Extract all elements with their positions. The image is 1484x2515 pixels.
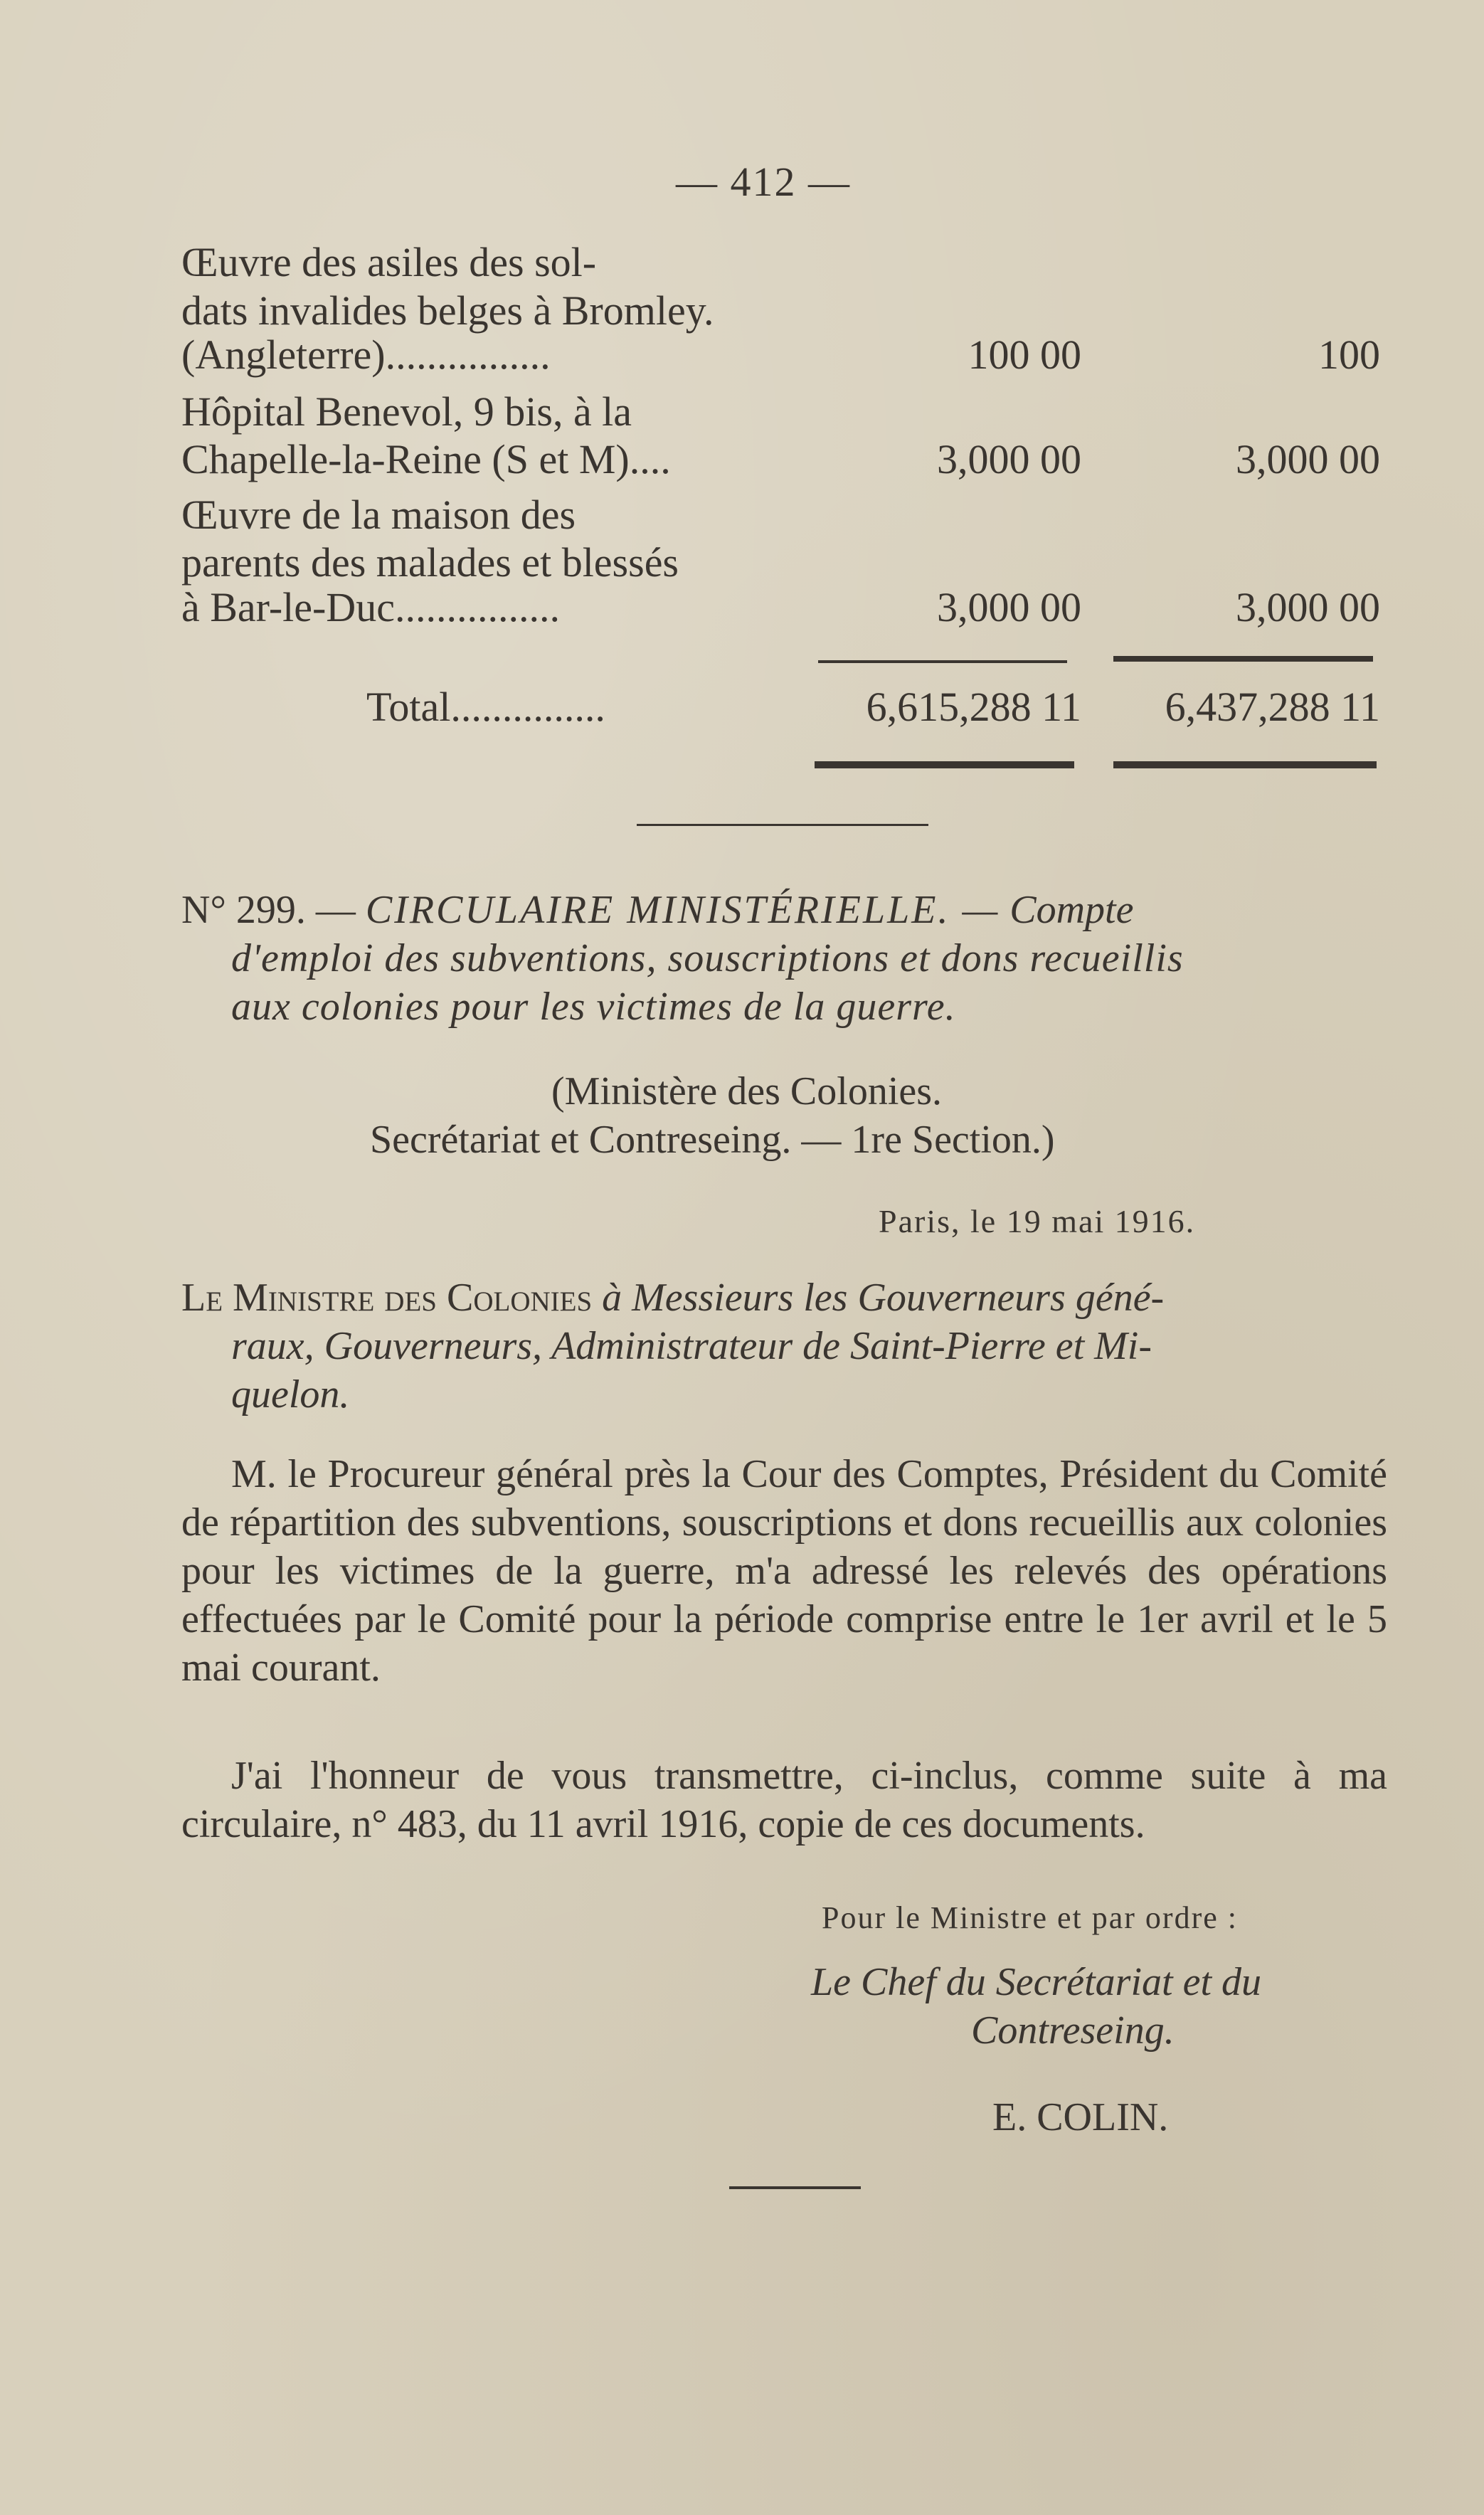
total-label: Total............... bbox=[366, 684, 605, 730]
signature-name: E. COLIN. bbox=[992, 2095, 1169, 2139]
paragraph-1: M. le Procureur général près la Cour des Comptes, Président du Comité de répartition des subventions, souscriptions et dons recueillis aux colonies pour les victimes de la guerre, m'a adressé les relevés des opérations effectuées par le Comité pour la période comprise entre le 1er avril et le 5 mai courant. bbox=[181, 1452, 1387, 1690]
circular-subject-line-3: aux colonies pour les victimes de la guerre. bbox=[231, 985, 956, 1029]
ministry-line-1: (Ministère des Colonies. bbox=[551, 1069, 943, 1113]
row-1-line-2: dats invalides belges à Bromley. bbox=[181, 287, 714, 334]
row-3-col2: 3,000 00 bbox=[1236, 584, 1380, 630]
total-underline-col1 bbox=[815, 761, 1074, 768]
circular-number: N° 299. — bbox=[181, 888, 356, 932]
total-col1: 6,615,288 11 bbox=[866, 684, 1081, 730]
total-rule-col1 bbox=[818, 660, 1067, 663]
row-3-line-2: parents des malades et blessés bbox=[181, 539, 679, 586]
address-line-1 bbox=[181, 1274, 1164, 1322]
row-1-col2: 100 bbox=[1318, 332, 1380, 378]
row-1-line-3: (Angleterre)................ bbox=[181, 332, 551, 378]
signature-line-3: Contreseing. bbox=[971, 2008, 1175, 2053]
date-line: Paris, le 19 mai 1916. bbox=[879, 1203, 1196, 1239]
row-3-line-1: Œuvre de la maison des bbox=[181, 492, 576, 538]
row-1-line-1: Œuvre des asiles des sol- bbox=[181, 239, 597, 285]
total-rule-col2 bbox=[1113, 656, 1373, 662]
page-number: — 412 — bbox=[676, 159, 851, 205]
row-2-line-1: Hôpital Benevol, 9 bis, à la bbox=[181, 388, 632, 435]
ministry-line-2: Secrétariat et Contreseing. — 1re Section.) bbox=[370, 1118, 1055, 1162]
address-line-3: quelon. bbox=[231, 1372, 350, 1417]
row-3-col1: 3,000 00 bbox=[937, 584, 1081, 630]
address-line-2: raux, Gouverneurs, Administrateur de Saint-Pierre et Mi- bbox=[231, 1324, 1152, 1368]
row-3-line-3: à Bar-le-Duc................ bbox=[181, 584, 560, 630]
address-recipients: à Messieurs les Gouverneurs géné- bbox=[602, 1276, 1165, 1320]
signature-line-2: Le Chef du Secrétariat et du bbox=[811, 1960, 1262, 2004]
circular-subject-line-2: d'emploi des subventions, souscriptions et dons recueillis bbox=[231, 936, 1184, 980]
section-separator bbox=[637, 824, 928, 826]
circular-heading bbox=[181, 886, 1133, 934]
row-2-col1: 3,000 00 bbox=[937, 436, 1081, 482]
circular-title: CIRCULAIRE MINISTÉRIELLE. — bbox=[365, 888, 1000, 932]
bottom-separator bbox=[729, 2186, 861, 2189]
signature-line-1: Pour le Ministre et par ordre : bbox=[822, 1900, 1238, 1935]
paragraph-2: J'ai l'honneur de vous transmettre, ci-inclus, comme suite à ma circulaire, n° 483, du 11 avril 1916, copie de ces documents. bbox=[181, 1754, 1387, 1846]
row-2-line-2: Chapelle-la-Reine (S et M).... bbox=[181, 436, 671, 482]
row-1-col1: 100 00 bbox=[968, 332, 1081, 378]
total-col2: 6,437,288 11 bbox=[1165, 684, 1380, 730]
circular-subject-start: Compte bbox=[1009, 888, 1134, 932]
total-underline-col2 bbox=[1113, 761, 1377, 768]
row-2-col2: 3,000 00 bbox=[1236, 436, 1380, 482]
address-sender: Le Ministre des Colonies bbox=[181, 1276, 593, 1320]
